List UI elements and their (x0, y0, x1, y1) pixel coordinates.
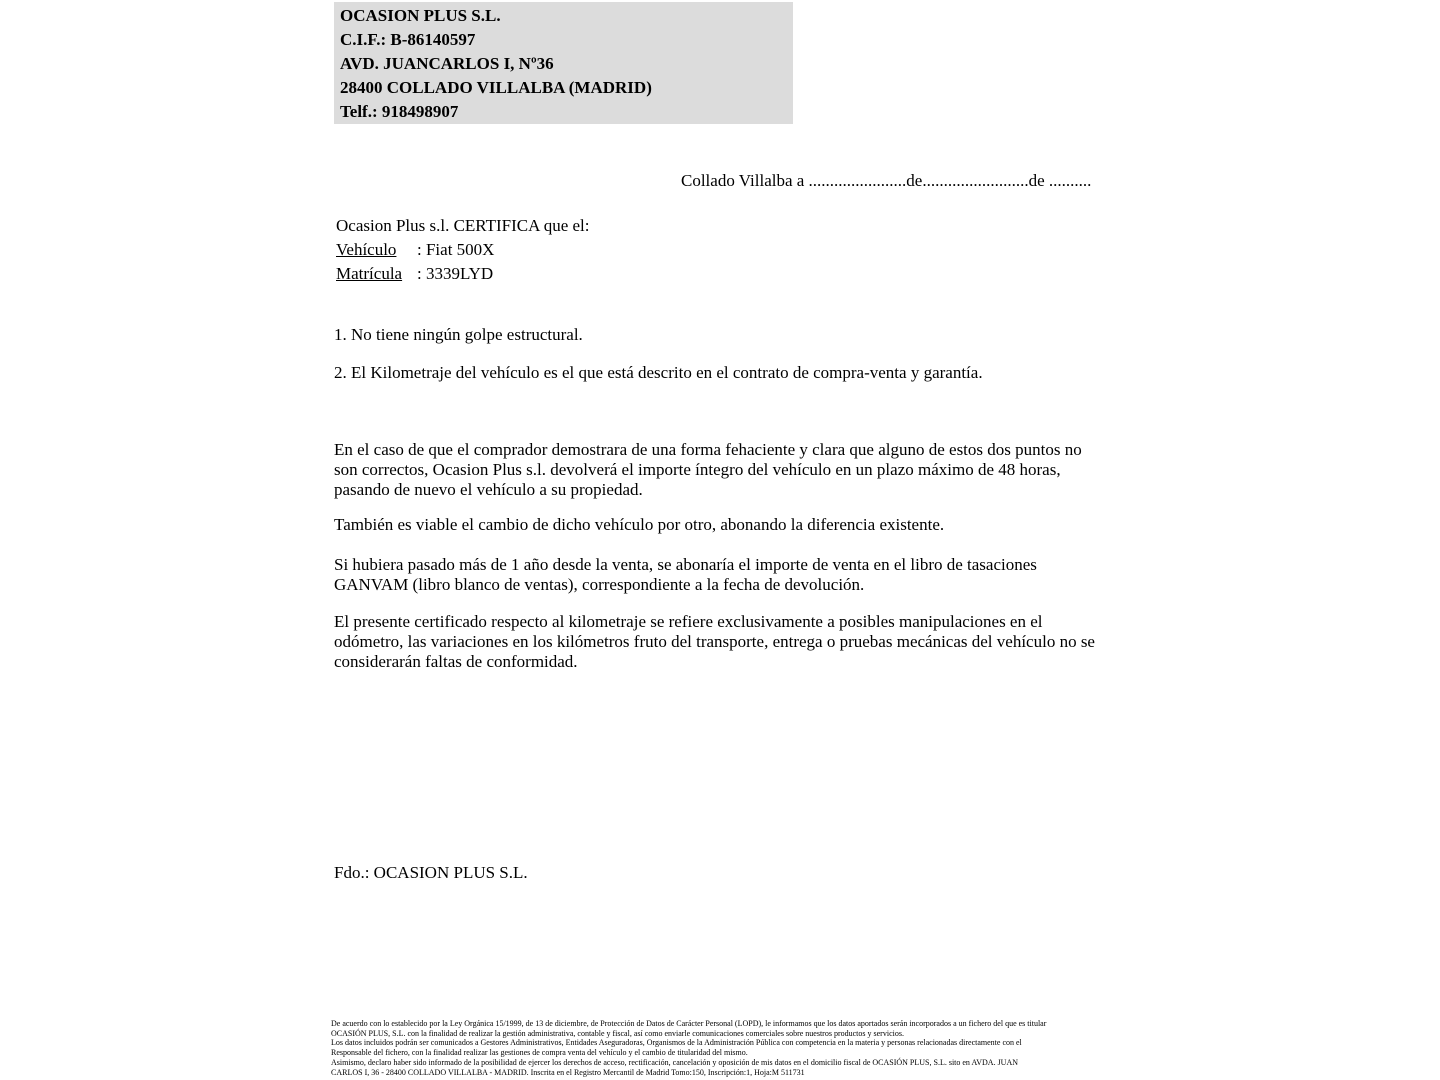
vehicle-value: : Fiat 500X (417, 240, 495, 259)
company-city: 28400 COLLADO VILLALBA (MADRID) (340, 78, 652, 97)
paragraph-refund-clause: En el caso de que el comprador demostrara de una forma fehaciente y clara que alguno de estos dos puntos no son correctos, Ocasion Plus s.l. devolverá el importe íntegro del vehículo en un plazo máximo de 48 horas, pasando de nuevo el vehículo a su propiedad. (334, 440, 1082, 499)
company-address: AVD. JUANCARLOS I, Nº36 (340, 54, 554, 73)
certified-point-2: 2. El Kilometraje del vehículo es el que está descrito en el contrato de compra-venta y garantía. (334, 363, 983, 382)
plate-label-wrap (336, 262, 417, 286)
paragraph-odometer-clause: El presente certificado respecto al kilometraje se refiere exclusivamente a posibles manipulaciones en el odómetro, las variaciones en los kilómetros fruto del transporte, entrega o pruebas mecánicas del vehículo no se considerarán faltas de conformidad. (334, 612, 1095, 671)
legal-line-4: Responsable del fichero, con la finalidad realizar las gestiones de compra venta del vehículo y el cambio de titularidad del mismo. (331, 1048, 748, 1058)
paragraph-ganvam-clause: Si hubiera pasado más de 1 año desde la venta, se abonaría el importe de venta en el libro de tasaciones GANVAM (libro blanco de ventas), correspondiente a la fecha de devolución. (334, 555, 1037, 594)
legal-line-6: CARLOS I, 36 - 28400 COLLADO VILLALBA - MADRID. Inscrita en el Registro Mercantil de Madrid Tomo:150, Inscripción:1, Hoja:M 511731 (331, 1067, 805, 1077)
certified-point-1: 1. No tiene ningún golpe estructural. (334, 325, 583, 344)
paragraph-exchange-clause: También es viable el cambio de dicho vehículo por otro, abonando la diferencia existente. (334, 515, 945, 534)
company-cif: C.I.F.: B-86140597 (340, 30, 476, 49)
vehicle-field-row (336, 238, 590, 262)
date-fill-in-line: Collado Villalba a .......................de.........................de .......... (681, 171, 1092, 190)
legal-line-3: Los datos incluidos podrán ser comunicados a Gestores Administrativos, Entidades Aseguradoras, Organismos de la Administración Pública con competencia en la materia y personas relacionadas directamente con el (331, 1038, 1022, 1048)
legal-line-2: OCASIÓN PLUS, S.L. con la finalidad de realizar la gestión administrativa, contable y fiscal, así como enviarle comunicaciones comerciales sobre nuestros productos y servicios. (331, 1028, 904, 1038)
company-name: OCASION PLUS S.L. (340, 6, 501, 25)
vehicle-label: Vehículo (336, 240, 397, 259)
legal-line-5: Asimismo, declaro haber sido informado de la posibilidad de ejercer los derechos de acceso, rectificación, cancelación y oposición de mis datos en el domicilio fiscal de OCASIÓN PLUS, S.L. sito en AVDA. JUAN (331, 1057, 1019, 1067)
vehicle-label-wrap (336, 238, 417, 262)
company-phone: Telf.: 918498907 (340, 102, 459, 121)
legal-footer (331, 1019, 1046, 1077)
company-header-box (334, 2, 793, 124)
plate-value: : 3339LYD (417, 264, 494, 283)
certification-block (336, 214, 590, 286)
legal-line-1: De acuerdo con lo establecido por la Ley Orgánica 15/1999, de 13 de diciembre, de Protección de Datos de Carácter Personal (LOPD), le informamos que los datos aportados serán incorporados a un fichero del que es titular (331, 1019, 1047, 1028)
signature-line: Fdo.: OCASION PLUS S.L. (334, 863, 528, 882)
certification-intro: Ocasion Plus s.l. CERTIFICA que el: (336, 216, 590, 235)
plate-label: Matrícula (336, 264, 403, 283)
plate-field-row (336, 262, 590, 286)
